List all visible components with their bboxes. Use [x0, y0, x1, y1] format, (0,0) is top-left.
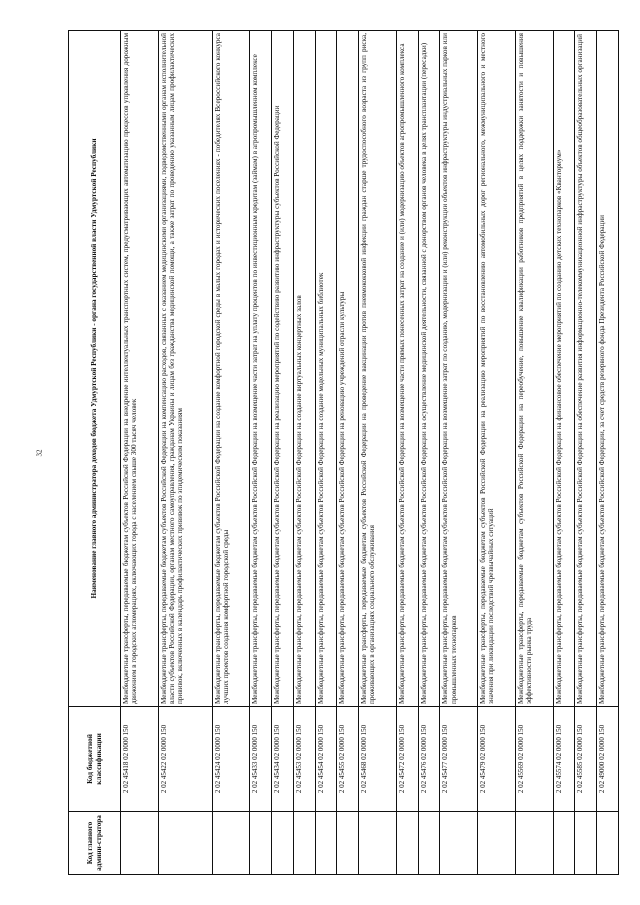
row-admin-code [515, 812, 553, 875]
row-revenue-name: Межбюджетные трансферты, передаваемые бюджетам субъектов Российской Федерации на внедрение интеллектуальных транспортных систем, предусматривающих автоматизацию процессов управления дорожным движением в городских агломерациях, включающих города с населением свыше 300 тысяч человек [121, 31, 159, 707]
table-row [396, 31, 418, 875]
table-row [337, 31, 359, 875]
row-admin-code [158, 812, 212, 875]
row-budget-code: 2 02 45422 02 0000 150 [158, 707, 212, 812]
table-row [418, 31, 440, 875]
row-budget-code: 2 02 45455 02 0000 150 [337, 707, 359, 812]
row-revenue-name: Межбюджетные трансферты, передаваемые бюджетам субъектов Российской Федерации на компенсацию расходов, связанных с оказанием медицинскими организациями, подведомственными органам исполнительной власти субъектов Российской Федерации, органам местного самоуправления, гражданам Украины и лицам без гражданства медицинской помощи, а также затрат по проведению указанным лицам профилактических прививок, включенных в календарь профилактических прививок по эпидемическим показаниям [158, 31, 212, 707]
header-admin-code: Код главного админи-стратора [69, 812, 121, 875]
row-admin-code [315, 812, 337, 875]
row-revenue-name: Межбюджетные трансферты, передаваемые бюджетам субъектов Российской Федерации на создание комфортной городской среды в малых городах и исторических поселениях - победителях Всероссийского конкурса лучших проектов создания комфортной городской среды [212, 31, 250, 707]
header-administrator-name: Наименование главного администратора доходов бюджета Удмуртской Республики - органа государственной власти Удмуртской Республики [69, 31, 121, 707]
table-row [597, 31, 619, 875]
table-row [315, 31, 337, 875]
row-admin-code [418, 812, 440, 875]
table-row [250, 31, 272, 875]
row-budget-code: 2 02 45433 02 0000 150 [250, 707, 272, 812]
table-row [553, 31, 575, 875]
row-revenue-name: Межбюджетные трансферты, передаваемые бюджетам субъектов Российской Федерации на переобучение, повышение квалификации работников предприятий в целях поддержки занятости и повышения эффективности рынка труда [515, 31, 553, 707]
row-revenue-name: Межбюджетные трансферты, передаваемые бюджетам субъектов Российской Федерации на обеспечение развития информационно-телекоммуникационной инфраструктуры объектов общеобразовательных организаций [575, 31, 597, 707]
row-revenue-name: Межбюджетные трансферты, передаваемые бюджетам субъектов Российской Федерации на реализацию мероприятий по содействию развитию инфраструктуры субъектов Российской Федерации [272, 31, 294, 707]
table-row [359, 31, 397, 875]
row-admin-code [272, 812, 294, 875]
row-admin-code [597, 812, 619, 875]
table-row [272, 31, 294, 875]
row-budget-code: 2 02 45434 02 0000 150 [272, 707, 294, 812]
row-revenue-name: Межбюджетные трансферты, передаваемые бюджетам субъектов Российской Федерации, за счет средств резервного фонда Президента Российской Федерации [597, 31, 619, 707]
row-revenue-name: Межбюджетные трансферты, передаваемые бюджетам субъектов Российской Федерации на проведение вакцинации против пневмококковой инфекции граждан старше трудоспособного возраста из групп риска, проживающих в организациях социального обслуживания [359, 31, 397, 707]
row-budget-code: 2 02 45479 02 0000 150 [478, 707, 516, 812]
row-budget-code: 2 02 45574 02 0000 150 [553, 707, 575, 812]
row-budget-code: 2 02 45472 02 0000 150 [396, 707, 418, 812]
row-admin-code [293, 812, 315, 875]
row-admin-code [440, 812, 478, 875]
row-revenue-name: Межбюджетные трансферты, передаваемые бюджетам субъектов Российской Федерации на реализацию мероприятий по восстановлению автомобильных дорог регионального, межмуниципального и местного значения при ликвидации последствий чрезвычайных ситуаций [478, 31, 516, 707]
row-revenue-name: Межбюджетные трансферты, передаваемые бюджетам субъектов Российской Федерации на возмещение части прямых понесенных затрат на создание и (или) модернизацию объектов агропромышленного комплекса [396, 31, 418, 707]
row-budget-code: 2 02 45418 02 0000 150 [121, 707, 159, 812]
rotated-table-wrapper [68, 30, 619, 875]
page-number: 32 [35, 449, 44, 457]
row-revenue-name: Межбюджетные трансферты, передаваемые бюджетам субъектов Российской Федерации на возмещение затрат по созданию, модернизации и (или) реконструкции объектов инфраструктуры индустриальных парков или промышленных технопарков [440, 31, 478, 707]
row-admin-code [575, 812, 597, 875]
table-header-row [69, 31, 121, 875]
row-admin-code [121, 812, 159, 875]
row-revenue-name: Межбюджетные трансферты, передаваемые бюджетам субъектов Российской Федерации на финансовое обеспечение мероприятий по созданию детских технопарков «Кванториум» [553, 31, 575, 707]
row-revenue-name: Межбюджетные трансферты, передаваемые бюджетам субъектов Российской Федерации на создание модельных муниципальных библиотек [315, 31, 337, 707]
row-admin-code [478, 812, 516, 875]
table-row [515, 31, 553, 875]
row-revenue-name: Межбюджетные трансферты, передаваемые бюджетам субъектов Российской Федерации на создание виртуальных концертных залов [293, 31, 315, 707]
row-budget-code: 2 02 45468 02 0000 150 [359, 707, 397, 812]
revenue-administrators-table [68, 30, 619, 875]
row-revenue-name: Межбюджетные трансферты, передаваемые бюджетам субъектов Российской Федерации на реновацию учреждений отрасли культуры [337, 31, 359, 707]
row-revenue-name: Межбюджетные трансферты, передаваемые бюджетам субъектов Российской Федерации на осуществление медицинской деятельности, связанной с донорством органов человека в целях трансплантации (пересадки) [418, 31, 440, 707]
row-admin-code [553, 812, 575, 875]
table-row [121, 31, 159, 875]
row-revenue-name: Межбюджетные трансферты, передаваемые бюджетам субъектов Российской Федерации на возмещение части затрат на уплату процентов по инвестиционным кредитам (займам) в агропромышленном комплексе [250, 31, 272, 707]
row-admin-code [250, 812, 272, 875]
row-budget-code: 2 02 45454 02 0000 150 [315, 707, 337, 812]
row-admin-code [337, 812, 359, 875]
table-row [440, 31, 478, 875]
table-body [121, 31, 619, 875]
row-budget-code: 2 02 49000 02 0000 150 [597, 707, 619, 812]
row-budget-code: 2 02 45477 02 0000 150 [440, 707, 478, 812]
table-row [212, 31, 250, 875]
row-admin-code [396, 812, 418, 875]
table-row [575, 31, 597, 875]
row-budget-code: 2 02 45476 02 0000 150 [418, 707, 440, 812]
row-budget-code: 2 02 45453 02 0000 150 [293, 707, 315, 812]
row-admin-code [359, 812, 397, 875]
row-budget-code: 2 02 45569 02 0000 150 [515, 707, 553, 812]
header-budget-code: Код бюджетной классификации [69, 707, 121, 812]
table-row [293, 31, 315, 875]
row-budget-code: 2 02 45424 02 0000 150 [212, 707, 250, 812]
row-budget-code: 2 02 45585 02 0000 150 [575, 707, 597, 812]
table-row [478, 31, 516, 875]
table-row [158, 31, 212, 875]
row-admin-code [212, 812, 250, 875]
